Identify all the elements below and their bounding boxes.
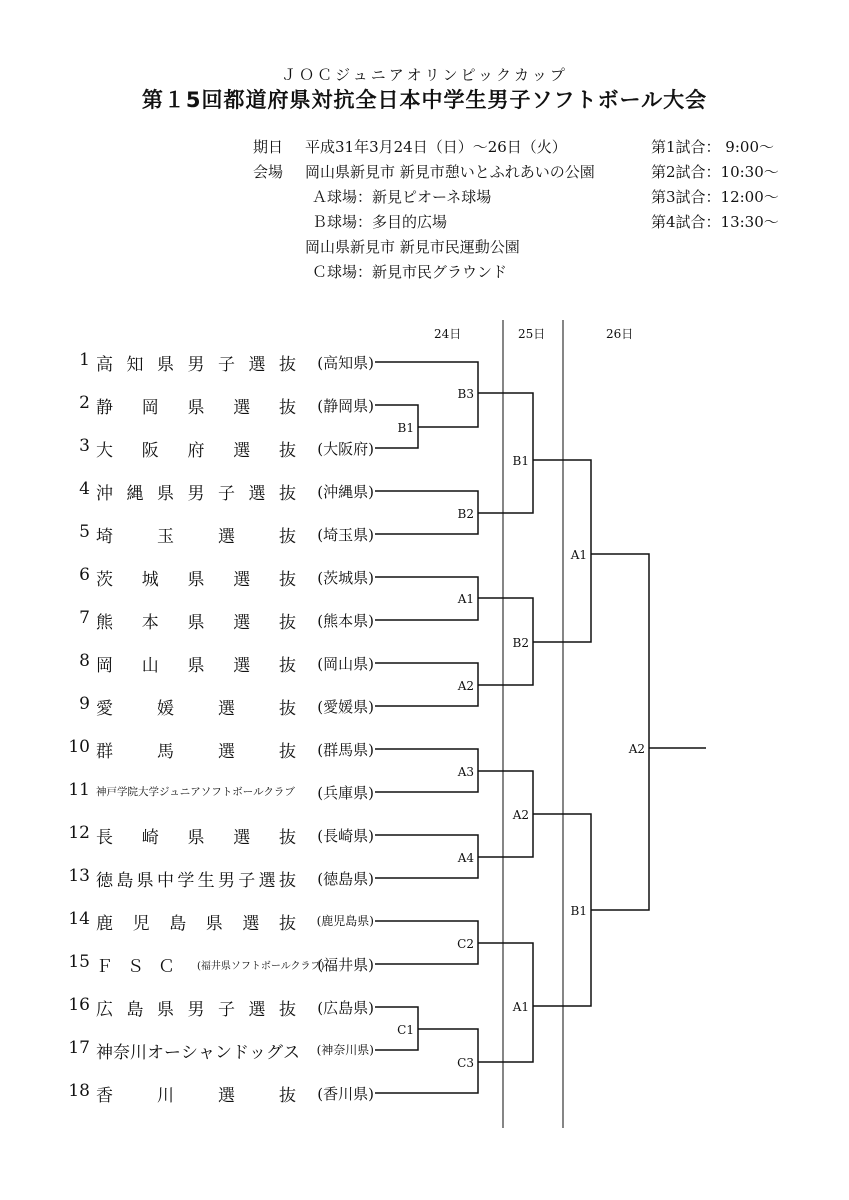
team-number: 10 (68, 737, 90, 757)
day-label-26: 26日 (606, 327, 634, 341)
team-name-char: 縄 (126, 484, 144, 504)
schedule-1: 第1試合： 9:00〜 (651, 138, 774, 156)
team-name-char: 高 (96, 355, 113, 375)
team-name-char: 選 (218, 527, 235, 547)
team-name-char: 知 (126, 355, 144, 375)
team-number: 6 (79, 565, 90, 585)
team-name-char: 阪 (141, 441, 159, 461)
page-title: 第１5回都道府県対抗全日本中学生男子ソフトボール大会 (141, 88, 708, 112)
team-name-char: 鹿 (96, 914, 113, 934)
match-label: A2 (512, 808, 529, 822)
match-label: A1 (512, 1000, 529, 1014)
team-name: 神戸学院大学ジュニアソフトボールクラブ (96, 786, 295, 798)
team-name-char: 男 (187, 1000, 205, 1020)
team-name-char: 選 (218, 742, 235, 762)
team-number: 14 (68, 909, 90, 929)
team-name-char: 沖 (96, 484, 113, 504)
venue-1: 岡山県新見市 新見市憩いとふれあいの公園 (305, 163, 595, 181)
team-name-char: 児 (132, 914, 150, 934)
team-name-char: 学 (177, 871, 195, 891)
team-name-char: 選 (233, 441, 251, 461)
match-label: B3 (457, 387, 474, 401)
field-a: Ａ球場：新見ピオーネ球場 (312, 188, 492, 206)
team-name-char: 選 (258, 871, 276, 891)
team-name-char: 媛 (157, 699, 174, 719)
team-name-char: 選 (218, 699, 235, 719)
team-name-char: グ (266, 1043, 283, 1063)
team-prefecture: (長崎県) (317, 827, 374, 845)
match-label: B2 (512, 636, 529, 650)
match-label: B1 (512, 454, 529, 468)
match-label: A1 (570, 548, 587, 562)
schedule-2: 第2試合：10:30〜 (651, 163, 779, 181)
team-name-char: 子 (218, 484, 235, 504)
team-name-char: 選 (233, 656, 251, 676)
team-prefecture: (熊本県) (317, 612, 374, 630)
team-name-char: 玉 (157, 527, 174, 547)
team-name-char: 男 (187, 484, 205, 504)
team-prefecture: (愛媛県) (317, 698, 374, 716)
team-number: 2 (79, 393, 90, 413)
team-number: 12 (68, 823, 90, 843)
field-b: Ｂ球場：多目的広場 (312, 213, 448, 231)
bracket-line (478, 393, 533, 460)
match-label: C1 (397, 1023, 414, 1037)
match-label: C2 (457, 937, 474, 951)
team-name-char: 川 (130, 1043, 147, 1063)
match-label: B1 (397, 421, 414, 435)
team-name-char: ド (232, 1043, 249, 1063)
team-name-char: 抜 (279, 570, 296, 590)
team-prefecture: (埼玉県) (317, 526, 374, 544)
team-name-char: 抜 (278, 914, 296, 934)
team-number: 17 (68, 1038, 90, 1058)
team-name-char: 選 (233, 570, 251, 590)
team-number: 4 (79, 479, 90, 499)
team-prefecture: (鹿児島県) (316, 914, 374, 928)
team-name-char: 選 (218, 1086, 235, 1106)
team-name-char: Ｓ (127, 957, 144, 977)
team-name-char: 大 (96, 441, 113, 461)
team-number: 16 (68, 995, 90, 1015)
team-prefecture: (広島県) (317, 999, 374, 1017)
team-name-char: 崎 (141, 828, 159, 848)
team-name-char: 男 (187, 355, 205, 375)
team-name-char: 県 (187, 656, 205, 676)
team-prefecture: (大阪府) (317, 440, 374, 458)
team-name-char: 子 (218, 355, 235, 375)
team-prefecture: (沖縄県) (317, 483, 374, 501)
subtitle: ＪＯＣジュニアオリンピックカップ (281, 66, 568, 84)
team-name-char: 香 (96, 1086, 113, 1106)
team-name-char: 県 (187, 613, 205, 633)
team-name-char: 奈 (113, 1043, 130, 1063)
schedule-4: 第4試合：13:30〜 (651, 213, 779, 231)
team-name-char: 熊 (96, 613, 113, 633)
match-label: A2 (457, 679, 474, 693)
venue-label: 会場 (253, 163, 284, 181)
team-name-char: 抜 (279, 1000, 296, 1020)
team-number: 13 (68, 866, 90, 886)
team-number: 18 (68, 1081, 90, 1101)
team-name-char: 生 (197, 871, 215, 891)
team-prefecture: (茨城県) (317, 569, 374, 587)
team-name-char: 抜 (279, 441, 296, 461)
team-name-char: シ (181, 1043, 198, 1063)
team-name-char: 神 (96, 1043, 113, 1063)
team-name-char: 抜 (278, 871, 296, 891)
team-number: 1 (79, 350, 90, 370)
team-number: 7 (79, 608, 90, 628)
date-label: 期日 (253, 138, 284, 156)
team-name-char: 子 (218, 1000, 235, 1020)
team-number: 15 (68, 952, 90, 972)
team-name-char: 岡 (96, 656, 113, 676)
team-name-char: 島 (169, 914, 187, 934)
team-name-char: 抜 (279, 613, 296, 633)
bracket-line (478, 1006, 533, 1062)
team-name-note: (福井県ソフトボールクラブ) (197, 961, 325, 972)
team-number: 5 (79, 522, 90, 542)
day-label-24: 24日 (434, 327, 462, 341)
team-prefecture: (岡山県) (317, 655, 374, 673)
team-name-char: 選 (233, 828, 251, 848)
venue-2: 岡山県新見市 新見市民運動公園 (305, 238, 520, 256)
team-name-char: 徳 (96, 871, 113, 891)
team-name-char: 抜 (279, 398, 296, 418)
team-name-char: 抜 (279, 527, 296, 547)
team-name-char: 抜 (279, 742, 296, 762)
team-name-char: 本 (141, 613, 159, 633)
team-name-char: 静 (96, 398, 113, 418)
bracket-line (591, 748, 649, 910)
match-label: A4 (457, 851, 474, 865)
team-name-char: 岡 (141, 398, 159, 418)
bracket-line (478, 943, 533, 1006)
team-name-char: 抜 (279, 656, 296, 676)
team-prefecture: (兵庫県) (317, 784, 374, 802)
team-name-char: 県 (157, 1000, 174, 1020)
team-name-char: ー (164, 1043, 181, 1063)
team-name-char: 城 (141, 570, 159, 590)
team-prefecture: (徳島県) (317, 870, 374, 888)
team-name-char: Ｃ (158, 957, 175, 977)
bracket-line (533, 460, 591, 554)
day-label-25: 25日 (518, 327, 546, 341)
team-prefecture: (香川県) (317, 1085, 374, 1103)
team-name-char: 選 (248, 484, 266, 504)
team-prefecture: (群馬県) (317, 741, 374, 759)
team-name-char: 埼 (96, 527, 113, 547)
team-name-char: 長 (96, 828, 113, 848)
team-name-char: 選 (233, 398, 251, 418)
team-name-char: ス (283, 1043, 300, 1063)
team-prefecture: (静岡県) (317, 397, 374, 415)
team-name-char: 選 (233, 613, 251, 633)
team-name-char: 男 (217, 871, 235, 891)
team-name-char: 中 (156, 871, 174, 891)
team-name-char: 川 (157, 1086, 174, 1106)
bracket-line (533, 554, 591, 642)
bracket-line (591, 554, 649, 748)
team-prefecture: (福井県) (317, 956, 374, 974)
team-name-char: 抜 (279, 484, 296, 504)
match-label: B1 (570, 904, 587, 918)
team-name-char: 県 (136, 871, 154, 891)
match-label: C3 (457, 1056, 474, 1070)
team-name-char: 島 (116, 871, 134, 891)
match-label: B2 (457, 507, 474, 521)
team-name-char: 馬 (157, 742, 174, 762)
team-name-char: 群 (96, 742, 113, 762)
team-name-char: 県 (187, 570, 205, 590)
team-number: 9 (79, 694, 90, 714)
team-name-char: ッ (249, 1043, 266, 1063)
team-name-char: 県 (187, 398, 205, 418)
schedule-3: 第3試合：12:00〜 (651, 188, 779, 206)
team-prefecture: (神奈川県) (316, 1043, 374, 1057)
team-name-char: Ｆ (96, 957, 113, 977)
team-name-char: 県 (157, 484, 174, 504)
field-c: Ｃ球場：新見市民グラウンド (312, 263, 508, 281)
team-name-char: 県 (205, 914, 223, 934)
team-name-char: 抜 (279, 699, 296, 719)
team-name-char: 島 (126, 1000, 144, 1020)
team-name-char: 県 (187, 828, 205, 848)
team-name-char: 抜 (279, 1086, 296, 1106)
match-label: A1 (457, 592, 474, 606)
bracket-line (533, 910, 591, 1006)
team-name-char: 選 (248, 355, 266, 375)
team-name-char: 抜 (279, 828, 296, 848)
team-name-char: 選 (248, 1000, 266, 1020)
team-name-char: 抜 (279, 355, 296, 375)
team-name-char: 県 (157, 355, 174, 375)
team-number: 3 (79, 436, 90, 456)
team-name-char: 山 (141, 656, 159, 676)
team-number: 11 (68, 780, 90, 800)
date-value: 平成31年3月24日（日）〜26日（火） (305, 138, 567, 156)
team-prefecture: (高知県) (317, 354, 374, 372)
team-name-char: オ (147, 1043, 164, 1063)
team-name-char: ャ (198, 1043, 215, 1063)
team-name-char: 広 (96, 1000, 113, 1020)
team-name-char: 選 (242, 914, 260, 934)
team-name-char: ン (215, 1043, 232, 1063)
match-label: A3 (457, 765, 474, 779)
team-name-char: 子 (238, 871, 256, 891)
team-number: 8 (79, 651, 90, 671)
team-name-char: 愛 (96, 699, 113, 719)
match-label: A2 (628, 742, 645, 756)
team-name-char: 茨 (96, 570, 113, 590)
bracket-line (533, 814, 591, 910)
team-name-char: 府 (187, 441, 205, 461)
